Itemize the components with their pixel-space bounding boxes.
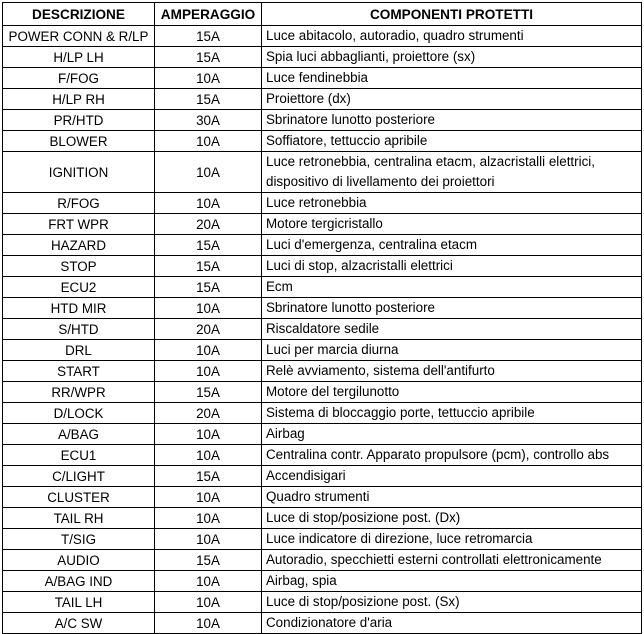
protected-components-cell: [262, 382, 642, 403]
protected-components-text: Accendisigari: [266, 468, 346, 483]
protected-components-text: Relè avviamento, sistema dell'antifurto: [266, 363, 495, 378]
protected-components-cell: [262, 445, 642, 466]
table-row: [3, 592, 642, 613]
protected-components-text: Condizionatore d'aria: [266, 615, 393, 630]
protected-components-text: Luci d'emergenza, centralina etacm: [266, 237, 477, 252]
protected-components-cell: [262, 550, 642, 571]
fuse-amperage-cell: 15A: [155, 26, 262, 47]
fuse-description-cell: POWER CONN & R/LP: [3, 26, 155, 47]
table-row: [3, 256, 642, 277]
table-header: [3, 3, 642, 26]
table-row: [3, 403, 642, 424]
fuse-amperage-cell: 10A: [155, 424, 262, 445]
fuse-amperage-cell: 15A: [155, 466, 262, 487]
fuse-description-cell: F/FOG: [3, 68, 155, 89]
table-row: [3, 26, 642, 47]
fuse-amperage-cell: 20A: [155, 403, 262, 424]
protected-components-cell: [262, 424, 642, 445]
fuse-amperage-cell: 10A: [155, 592, 262, 613]
fuse-amperage-cell: 10A: [155, 508, 262, 529]
fuse-description-cell: IGNITION: [3, 152, 155, 193]
table-row: [3, 361, 642, 382]
table-row: [3, 152, 642, 193]
protected-components-cell: [262, 110, 642, 131]
protected-components-cell: [262, 613, 642, 634]
protected-components-text: Luci per marcia diurna: [266, 342, 399, 357]
protected-components-cell: [262, 68, 642, 89]
fuse-amperage-cell: 15A: [155, 256, 262, 277]
fuse-description-cell: PR/HTD: [3, 110, 155, 131]
protected-components-cell: [262, 26, 642, 47]
fuse-description-cell: DRL: [3, 340, 155, 361]
fuse-amperage-cell: 10A: [155, 340, 262, 361]
fuse-description-cell: AUDIO: [3, 550, 155, 571]
fuse-description-cell: H/LP LH: [3, 47, 155, 68]
protected-components-cell: [262, 592, 642, 613]
fuse-description-cell: STOP: [3, 256, 155, 277]
protected-components-cell: [262, 298, 642, 319]
fuse-amperage-cell: 30A: [155, 110, 262, 131]
fuse-description-cell: START: [3, 361, 155, 382]
protected-components-text: Quadro strumenti: [266, 489, 370, 504]
table-row: [3, 424, 642, 445]
protected-components-cell: [262, 340, 642, 361]
table-row: [3, 613, 642, 634]
fuse-description-cell: H/LP RH: [3, 89, 155, 110]
fuse-description-cell: RR/WPR: [3, 382, 155, 403]
protected-components-text: Autoradio, specchietti esterni controllati elettronicamente: [266, 552, 602, 567]
protected-components-cell: [262, 152, 642, 193]
table-row: [3, 131, 642, 152]
table-row: [3, 529, 642, 550]
fuse-description-cell: ECU1: [3, 445, 155, 466]
fuse-amperage-cell: 10A: [155, 131, 262, 152]
table-row: [3, 277, 642, 298]
table-row: [3, 89, 642, 110]
fuse-description-cell: TAIL RH: [3, 508, 155, 529]
protected-components-cell: [262, 403, 642, 424]
table-row: [3, 319, 642, 340]
fuse-description-cell: T/SIG: [3, 529, 155, 550]
table-row: [3, 571, 642, 592]
table-row: [3, 68, 642, 89]
protected-components-text: Sbrinatore lunotto posteriore: [266, 112, 435, 127]
header-componenti-protetti: COMPONENTI PROTETTI: [262, 3, 642, 26]
fuse-description-cell: BLOWER: [3, 131, 155, 152]
fuse-amperage-cell: 10A: [155, 445, 262, 466]
fuse-description-cell: HAZARD: [3, 235, 155, 256]
protected-components-cell: [262, 571, 642, 592]
protected-components-text: Luci di stop, alzacristalli elettrici: [266, 258, 453, 273]
protected-components-cell: [262, 193, 642, 214]
table-row: [3, 235, 642, 256]
protected-components-text: Luce di stop/posizione post. (Dx): [266, 510, 461, 525]
protected-components-cell: [262, 466, 642, 487]
fuse-amperage-cell: 15A: [155, 235, 262, 256]
fuse-amperage-cell: 10A: [155, 361, 262, 382]
protected-components-text: Sistema di bloccaggio porte, tettuccio apribile: [266, 405, 535, 420]
protected-components-text: Sbrinatore lunotto posteriore: [266, 300, 435, 315]
protected-components-text: Luce retronebbia: [266, 195, 367, 210]
table-row: [3, 47, 642, 68]
fuse-description-cell: ECU2: [3, 277, 155, 298]
fuse-amperage-cell: 10A: [155, 571, 262, 592]
protected-components-text: Luce fendinebbia: [266, 70, 369, 85]
protected-components-cell: [262, 529, 642, 550]
table-row: [3, 214, 642, 235]
header-amperaggio: AMPERAGGIO: [155, 3, 262, 26]
fuse-amperage-cell: 10A: [155, 487, 262, 508]
protected-components-text: Spia luci abbaglianti, proiettore (sx): [266, 49, 476, 64]
protected-components-text: Centralina contr. Apparato propulsore (pcm), controllo abs: [266, 447, 610, 462]
fuse-description-cell: CLUSTER: [3, 487, 155, 508]
fuse-amperage-cell: 10A: [155, 68, 262, 89]
table-row: [3, 487, 642, 508]
fuse-amperage-cell: 10A: [155, 298, 262, 319]
protected-components-cell: [262, 487, 642, 508]
fuse-amperage-cell: 20A: [155, 214, 262, 235]
protected-components-cell: [262, 508, 642, 529]
protected-components-cell: [262, 131, 642, 152]
protected-components-text: Soffiatore, tettuccio apribile: [266, 133, 428, 148]
fuse-description-cell: R/FOG: [3, 193, 155, 214]
fuse-amperage-cell: 10A: [155, 152, 262, 193]
fuse-table: [2, 2, 642, 634]
protected-components-text: Luce retronebbia, centralina etacm, alzacristalli elettrici,: [266, 154, 595, 169]
protected-components-text: Proiettore (dx): [266, 91, 351, 106]
fuse-description-cell: C/LIGHT: [3, 466, 155, 487]
header-row: [3, 3, 642, 26]
table-row: [3, 508, 642, 529]
fuse-description-cell: FRT WPR: [3, 214, 155, 235]
protected-components-cell: [262, 47, 642, 68]
fuse-amperage-cell: 15A: [155, 89, 262, 110]
protected-components-cell: [262, 214, 642, 235]
fuse-description-cell: D/LOCK: [3, 403, 155, 424]
protected-components-cell: [262, 319, 642, 340]
fuse-description-cell: S/HTD: [3, 319, 155, 340]
table-row: [3, 298, 642, 319]
protected-components-text: Luce abitacolo, autoradio, quadro strumenti: [266, 28, 524, 43]
protected-components-cell: [262, 277, 642, 298]
fuse-description-cell: HTD MIR: [3, 298, 155, 319]
fuse-amperage-cell: 15A: [155, 277, 262, 298]
table-row: [3, 382, 642, 403]
fuse-amperage-cell: 10A: [155, 529, 262, 550]
header-descrizione: DESCRIZIONE: [3, 3, 155, 26]
table-row: [3, 550, 642, 571]
protected-components-text: Ecm: [266, 279, 293, 294]
fuse-amperage-cell: 15A: [155, 382, 262, 403]
table-row: [3, 466, 642, 487]
protected-components-text: Riscaldatore sedile: [266, 321, 380, 336]
fuse-amperage-cell: 15A: [155, 47, 262, 68]
table-row: [3, 110, 642, 131]
protected-components-text: Airbag: [266, 426, 305, 441]
protected-components-text: Motore tergicristallo: [266, 216, 383, 231]
fuse-description-cell: A/BAG IND: [3, 571, 155, 592]
fuse-amperage-cell: 10A: [155, 613, 262, 634]
fuse-amperage-cell: 20A: [155, 319, 262, 340]
table-body: [3, 26, 642, 634]
protected-components-cell: [262, 256, 642, 277]
protected-components-cell: [262, 89, 642, 110]
fuse-description-cell: A/C SW: [3, 613, 155, 634]
protected-components-text: Airbag, spia: [266, 573, 337, 588]
protected-components-cell: [262, 361, 642, 382]
table-row: [3, 340, 642, 361]
fuse-amperage-cell: 10A: [155, 193, 262, 214]
protected-components-text: dispositivo di livellamento dei proiettori: [266, 174, 495, 189]
fuse-amperage-cell: 15A: [155, 550, 262, 571]
fuse-description-cell: A/BAG: [3, 424, 155, 445]
protected-components-text: Luce indicatore di direzione, luce retromarcia: [266, 531, 533, 546]
protected-components-cell: [262, 235, 642, 256]
fuse-description-cell: TAIL LH: [3, 592, 155, 613]
protected-components-text: Motore del tergilunotto: [266, 384, 400, 399]
table-row: [3, 193, 642, 214]
table-row: [3, 445, 642, 466]
protected-components-text: Luce di stop/posizione post. (Sx): [266, 594, 460, 609]
